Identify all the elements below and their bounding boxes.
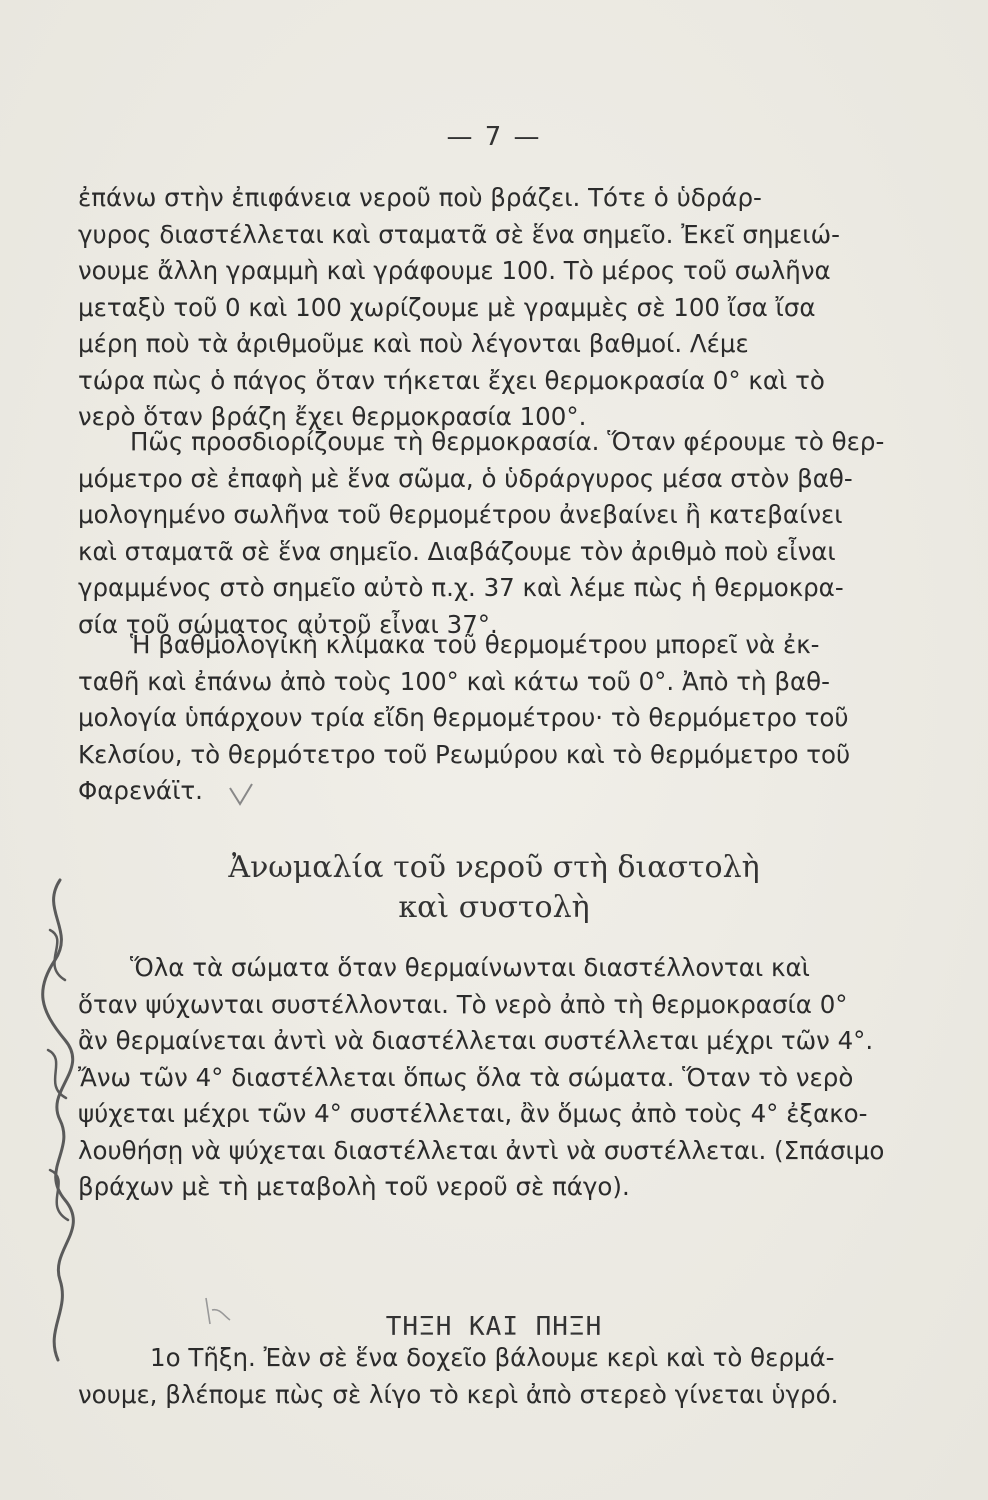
- text-line: νουμε, βλέπομε πὼς σὲ λίγο τὸ κερὶ ἀπὸ στερεὸ γίνεται ὑγρό.: [78, 1379, 839, 1409]
- subsection-title: ΤΗΞΗ ΚΑΙ ΠΗΞΗ: [385, 1312, 603, 1342]
- text-line: λουθήσῃ νὰ ψύχεται διαστέλλεται ἀντὶ νὰ συστέλλεται. (Σπάσιμο: [78, 1135, 885, 1165]
- text-line: Φαρενάϊτ.: [78, 776, 203, 805]
- text-line: ταθῆ καὶ ἐπάνω ἀπὸ τοὺς 100° καὶ κάτω τοῦ 0°. Ἀπὸ τὴ βαθ-: [78, 666, 830, 696]
- text-line: καὶ σταματᾶ σὲ ἕνα σημεῖο. Διαβάζουμε τὸν ἀριθμὸ ποὺ εἶναι: [78, 536, 836, 566]
- text-line: μεταξὺ τοῦ 0 καὶ 100 χωρίζουμε μὲ γραμμὲς σὲ 100 ἴσα ἴσα: [78, 292, 816, 322]
- text-line: γραμμένος στὸ σημεῖο αὐτὸ π.χ. 37 καὶ λέμε πὼς ἡ θερμοκρα-: [78, 573, 844, 602]
- paragraph-thermometer-types: [78, 627, 914, 810]
- text-line: μολογία ὑπάρχουν τρία εἴδη θερμομέτρου· τὸ θερμόμετρο τοῦ: [78, 703, 849, 732]
- text-line: Ἄνω τῶν 4° διαστέλλεται ὅπως ὅλα τὰ σώματα. Ὅταν τὸ νερὸ: [78, 1062, 854, 1092]
- paragraph-thermometer-scale: [78, 180, 914, 436]
- paragraph-water-anomaly: [78, 950, 914, 1206]
- text-line: σία τοῦ σώματος αὐτοῦ εἶναι 37°.: [78, 609, 498, 639]
- page-number: — 7 —: [446, 122, 542, 152]
- pencil-mark: [226, 780, 256, 810]
- section-title-line-1: Ἀνωμαλία τοῦ νεροῦ στὴ διαστολὴ: [228, 850, 760, 885]
- text-line: ἂν θερμαίνεται ἀντὶ νὰ διαστέλλεται συστέλλεται μέχρι τῶν 4°.: [78, 1026, 874, 1055]
- text-line: βράχων μὲ τὴ μεταβολὴ τοῦ νεροῦ σὲ πάγο).: [78, 1172, 630, 1201]
- handwritten-signature: [20, 870, 90, 1370]
- section-title-line-2: καὶ συστολὴ: [398, 890, 590, 925]
- text-line: Κελσίου, τὸ θερμότετρο τοῦ Ρεωμύρου καὶ τὸ θερμόμετρο τοῦ: [78, 739, 851, 769]
- pencil-mark: [200, 1290, 240, 1330]
- text-line: μολογημένο σωλῆνα τοῦ θερμομέτρου ἀνεβαίνει ἢ κατεβαίνει: [78, 500, 843, 529]
- text-line: Ἡ βαθμολογικὴ κλίμακα τοῦ θερμομέτρου μπορεῖ νὰ ἐκ-: [130, 630, 820, 659]
- text-line: γυρος διαστέλλεται καὶ σταματᾶ σὲ ἕνα σημεῖο. Ἐκεῖ σημειώ-: [78, 219, 840, 249]
- paragraph-measuring-temperature: [78, 424, 914, 643]
- text-line: τώρα πὼς ὁ πάγος ὅταν τήκεται ἔχει θερμοκρασία 0° καὶ τὸ: [78, 365, 825, 395]
- text-line: ὅταν ψύχωνται συστέλλονται. Τὸ νερὸ ἀπὸ τὴ θερμοκρασία 0°: [78, 989, 848, 1019]
- text-line: Πῶς προσδιορίζουμε τὴ θερμοκρασία. Ὅταν φέρουμε τὸ θερ-: [130, 427, 885, 456]
- text-line: ἐπάνω στὴν ἐπιφάνεια νεροῦ ποὺ βράζει. Τότε ὁ ὑδράρ-: [78, 183, 762, 212]
- text-line: νερὸ ὅταν βράζη ἔχει θερμοκρασία 100°.: [78, 402, 587, 431]
- text-line: Ὅλα τὰ σώματα ὅταν θερμαίνωνται διαστέλλονται καὶ: [130, 953, 810, 982]
- text-line: μέρη ποὺ τὰ ἀριθμοῦμε καὶ ποὺ λέγονται βαθμοί. Λέμε: [78, 329, 749, 358]
- text-line: 1ο Τῆξη. Ἐὰν σὲ ἕνα δοχεῖο βάλουμε κερὶ καὶ τὸ θερμά-: [150, 1343, 835, 1372]
- text-line: νουμε ἄλλη γραμμὴ καὶ γράφουμε 100. Τὸ μέρος τοῦ σωλῆνα: [78, 256, 831, 285]
- text-line: μόμετρο σὲ ἐπαφὴ μὲ ἕνα σῶμα, ὁ ὑδράργυρος μέσα στὸν βαθ-: [78, 463, 853, 493]
- paragraph-melting: [78, 1340, 914, 1413]
- text-line: ψύχεται μέχρι τῶν 4° συστέλλεται, ἂν ὅμως ἀπὸ τοὺς 4° ἐξακο-: [78, 1099, 868, 1128]
